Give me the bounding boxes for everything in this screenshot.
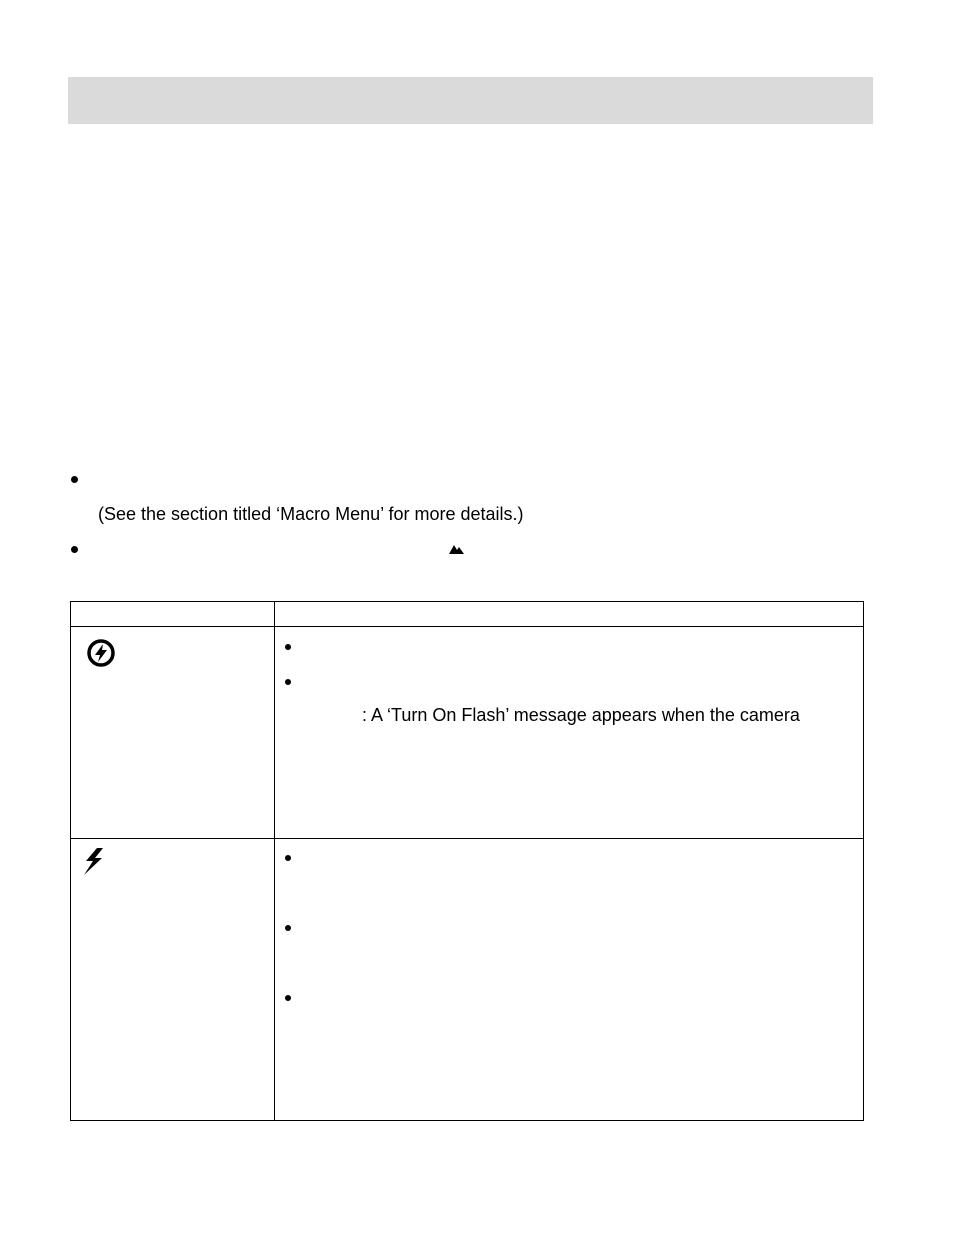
bullet-point bbox=[71, 546, 78, 553]
table-header-cell bbox=[275, 602, 864, 627]
mountain-icon bbox=[449, 543, 465, 555]
section-header-band bbox=[68, 77, 873, 124]
macro-note: (See the section titled ‘Macro Menu’ for more details.) bbox=[98, 504, 524, 524]
bullet-point bbox=[285, 925, 291, 931]
bullet-point bbox=[285, 995, 291, 1001]
bullet-point bbox=[285, 644, 291, 650]
flash-mode-table bbox=[70, 601, 864, 1121]
table-header-row bbox=[71, 602, 864, 627]
table-icon-cell bbox=[71, 627, 275, 839]
flash-off-icon bbox=[86, 638, 116, 668]
table-description-cell bbox=[275, 627, 864, 839]
flash-message-text: : A ‘Turn On Flash’ message appears when the camera bbox=[362, 705, 800, 726]
bullet-point bbox=[71, 476, 78, 483]
bullet-point bbox=[285, 679, 291, 685]
flash-forced-icon bbox=[81, 847, 107, 877]
table-description-cell bbox=[275, 838, 864, 1120]
table-row bbox=[71, 627, 864, 839]
table-header-cell bbox=[71, 602, 275, 627]
table-icon-cell bbox=[71, 838, 275, 1120]
table-row bbox=[71, 838, 864, 1120]
bullet-point bbox=[285, 855, 291, 861]
